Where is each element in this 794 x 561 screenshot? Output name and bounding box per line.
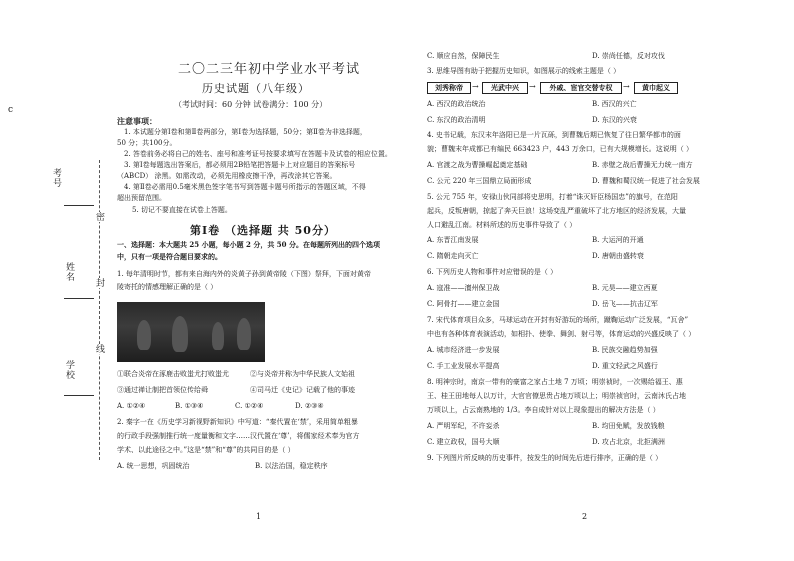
flow-arrow-icon: → bbox=[529, 82, 536, 91]
q6-choice-c[interactable]: C. 阿骨打——建立金国 bbox=[427, 300, 500, 308]
q6-choice-d[interactable]: D. 岳飞——抗击辽军 bbox=[592, 300, 658, 308]
seal-char-feng: 封 bbox=[94, 278, 104, 288]
q9-stem: 9. 下列图片所反映的历史事件，按发生的时间先后进行排序，正确的是（ ） bbox=[427, 454, 663, 462]
q4-choice-d[interactable]: D. 曹魏和蜀汉统一促进了社会发展 bbox=[592, 177, 700, 185]
part1-instruction: 一、选择题：本大题共 25 小题，每小题 2 分，共 50 分。在每题所列出的四个选项 bbox=[117, 240, 380, 249]
q2-stem: 2. 秦字一在《历史学习新视野新知识》中写道：“秦代置在‘禁’，采用简单粗暴 bbox=[117, 418, 358, 426]
q7-choice-d[interactable]: D. 重文轻武之风盛行 bbox=[592, 362, 658, 370]
part1-instruction: 中，只有一项是符合题目要求的。 bbox=[117, 252, 222, 261]
q5-stem: 起兵，反叛唐朝，掠起了奔天巨浪！这场变乱严重破坏了北方地区的经济发展，大量 bbox=[427, 207, 686, 215]
q6-choice-a[interactable]: A. 寇准——澶州保卫战 bbox=[427, 284, 500, 292]
seal-line bbox=[99, 160, 100, 460]
note-line: 2. 答卷前务必将自己的姓名、座号和准考证号按要求填写在答题卡及试卷的相应位置。 bbox=[124, 150, 392, 158]
name-label: 姓名 bbox=[64, 262, 74, 282]
q8-stem: 王、桂王田地每人以万计，大官官僚思贵占地万顷以上；明崇祯官时，云南沐氏占地 bbox=[427, 392, 686, 400]
q1-choice-b[interactable]: B. ①③④ bbox=[175, 402, 204, 410]
q1-choice-c[interactable]: C. ①②④ bbox=[235, 402, 264, 410]
q5-choice-d[interactable]: D. 唐朝由盛转衰 bbox=[592, 252, 644, 260]
q2-choice-b[interactable]: B. 以法治国，稳定秩序 bbox=[255, 462, 328, 470]
q1-statement: ①联合炎帝在涿鹿击败蚩尤打败蚩尤 bbox=[117, 370, 229, 378]
exam-subtitle: 历史试题（八年级） bbox=[202, 82, 310, 95]
notes-heading: 注意事项： bbox=[117, 116, 157, 126]
q8-stem: 万顷以上，占云南熟地的 1/3。李自成针对以上现象提出的解决方法是（ ） bbox=[427, 406, 660, 414]
exam-title: 二〇二三年初中学业水平考试 bbox=[178, 62, 361, 77]
q5-choice-b[interactable]: B. 大运河的开通 bbox=[592, 236, 644, 244]
q8-stem: 8. 明神宗时，南京一带有的豪富之家占土地 7 万顷；明崇祯时，一次赐给福王、惠 bbox=[427, 378, 683, 386]
q2-stem: 的行政手段强制推行统一度量衡和文字……汉代置在‘尊’，将儒家经术奉为官方 bbox=[117, 432, 360, 440]
part1-title: 第Ⅰ卷 （选择题 共 50分） bbox=[190, 224, 336, 237]
q1-statement: ②与炎帝并称为中华民族人文始祖 bbox=[250, 370, 355, 378]
page-number-1: 1 bbox=[256, 512, 262, 521]
flow-step-4: 黄巾起义 bbox=[634, 82, 678, 94]
name-line bbox=[64, 298, 94, 299]
q1-choice-d[interactable]: D. ②③④ bbox=[295, 402, 324, 410]
q3-choice-c[interactable]: C. 东汉的政治清明 bbox=[427, 116, 486, 124]
q5-stem: 5. 公元 755 年，安禄山伙同部将史思明，打着“诛灭奸臣杨国忠”的旗号，在范阳 bbox=[427, 193, 678, 201]
q1-statement: ④司马迁《史记》记载了他的事迹 bbox=[250, 386, 355, 394]
q2-choice-a[interactable]: A. 统一思想，巩固统治 bbox=[117, 462, 190, 470]
q1-stem: 1. 每年清明时节，都有来自海内外的炎黄子孙到黄帝陵（下图）祭拜，下面对黄帝 bbox=[117, 270, 371, 278]
q2-choice-d[interactable]: D. 崇尚任德，反对攻伐 bbox=[592, 52, 665, 60]
q3-choice-b[interactable]: B. 西汉的兴亡 bbox=[592, 100, 637, 108]
q7-stem: 中也有各种体育表演活动，如相扑、使拳、舞剑、射弓等，体育运动的兴盛反映了（ ） bbox=[427, 330, 696, 338]
q8-choice-b[interactable]: B. 均田免赋，发放钱粮 bbox=[592, 422, 665, 430]
q1-choice-a[interactable]: A. ①②④ bbox=[117, 402, 146, 410]
note-line: 3. 第Ⅰ卷每题选出答案后，都必须用2B铅笔把答题卡上对应题目的答案标号 bbox=[124, 161, 356, 169]
flow-step-3: 外戚、宦官交替专权 bbox=[540, 82, 622, 94]
q4-choice-a[interactable]: A. 官渡之战为曹操崛起奠定基础 bbox=[427, 161, 528, 169]
flow-arrow-icon: → bbox=[623, 82, 630, 91]
q4-choice-c[interactable]: C. 公元 220 年三国鼎立局面形成 bbox=[427, 177, 532, 185]
q4-stem: 4. 史书记载，东汉末年洛阳已是一片瓦砾，到曹魏后期已恢复了往日繁华都市的面 bbox=[427, 131, 681, 139]
note-line: 超出预留范围。 bbox=[117, 194, 166, 202]
q8-choice-d[interactable]: D. 攻占北京，北拒满洲 bbox=[592, 438, 665, 446]
q5-choice-c[interactable]: C. 隋朝走向灭亡 bbox=[427, 252, 479, 260]
page-number-2: 2 bbox=[582, 512, 588, 521]
q6-choice-b[interactable]: B. 元昊——建立西夏 bbox=[592, 284, 658, 292]
q3-choice-a[interactable]: A. 西汉的政治统治 bbox=[427, 100, 486, 108]
q1-stem: 陵寄托的情感理解正确的是（ ） bbox=[117, 283, 218, 291]
flow-arrow-icon: → bbox=[472, 82, 479, 91]
q7-stem: 7. 宋代体育项目众多，马球运动在开封有好游玩的场所，蹴鞠运动广泛发展，“瓦舍” bbox=[427, 316, 689, 324]
q2-choice-c[interactable]: C. 顺应自然，保障民生 bbox=[427, 52, 500, 60]
exam-meta: （考试时间：60 分钟 试卷满分：100 分） bbox=[174, 100, 328, 109]
q8-choice-c[interactable]: C. 建立政权，国号大顺 bbox=[427, 438, 500, 446]
q6-stem: 6. 下列历史人物和事件对应错误的是（ ） bbox=[427, 268, 558, 276]
q4-choice-b[interactable]: B. 赤壁之战后曹操无力统一南方 bbox=[592, 161, 693, 169]
q4-stem: 貌；曹魏末年成都已有编民 663423 户，443 万余口，已有大规模增长。这说明（ ） bbox=[427, 145, 693, 153]
margin-mark: c bbox=[8, 105, 14, 115]
seal-char-mi: 密 bbox=[94, 212, 104, 222]
exam-number-label: 考号 bbox=[51, 168, 61, 188]
school-line bbox=[64, 395, 94, 396]
q7-choice-c[interactable]: C. 手工业发展水平提高 bbox=[427, 362, 500, 370]
q8-choice-a[interactable]: A. 严明军纪，不许妄杀 bbox=[427, 422, 500, 430]
flow-step-1: 刘秀称帝 bbox=[427, 82, 471, 94]
note-line: 4. 第Ⅱ卷必需用0.5毫米黑色签字笔书写到答题卡题号所指示的答题区域，不得 bbox=[124, 183, 366, 191]
exam-number-line bbox=[64, 205, 94, 206]
note-line: 5. 切记不要直接在试卷上答题。 bbox=[132, 206, 232, 214]
note-line: （ABCD） 涂黑。如需改动，必须先用橡皮擦干净，再改涂其它答案。 bbox=[117, 172, 337, 180]
flow-step-2: 光武中兴 bbox=[482, 82, 528, 94]
q5-stem: 人口避乱江南。材料所述的历史事件导致了（ ） bbox=[427, 221, 577, 229]
q7-choice-b[interactable]: B. 民族交融趋势加强 bbox=[592, 346, 658, 354]
note-line: 1. 本试题分第Ⅰ卷和第Ⅱ卷两部分，第Ⅰ卷为选择题，50分；第Ⅱ卷为非选择题， bbox=[124, 128, 367, 136]
q3-choice-d[interactable]: D. 东汉的兴衰 bbox=[592, 116, 637, 124]
huangdi-mausoleum-photo bbox=[117, 302, 265, 362]
seal-char-xian: 线 bbox=[94, 344, 104, 354]
school-label: 学校 bbox=[64, 360, 74, 380]
q2-stem: 学术、以此途径之中。”这是“禁”和“尊”的共同目的是（ ） bbox=[117, 446, 295, 454]
q5-choice-a[interactable]: A. 东晋江南发展 bbox=[427, 236, 479, 244]
q1-statement: ③通过禅让制把首领位传给舜 bbox=[117, 386, 208, 394]
note-line: 50 分；共100分。 bbox=[117, 139, 177, 147]
q7-choice-a[interactable]: A. 城市经济进一步发展 bbox=[427, 346, 500, 354]
q3-stem: 3. 思维导图有助于把握历史知识，如图展示的线索主题是（ ） bbox=[427, 67, 621, 75]
